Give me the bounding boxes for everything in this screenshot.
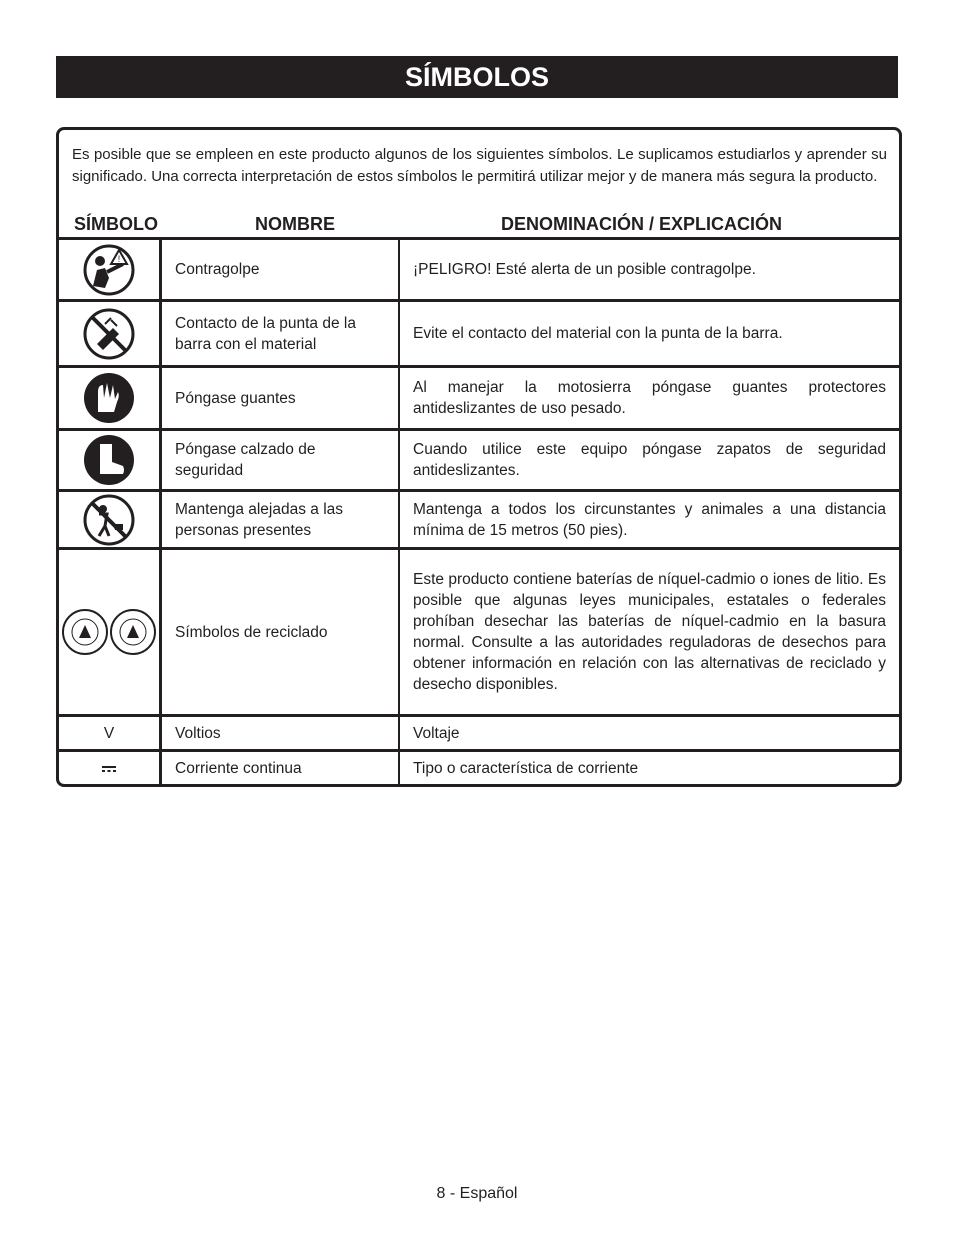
table-row [59, 751, 899, 785]
page-footer: 8 - Español [436, 1185, 518, 1202]
symbol-name: Símbolos de reciclado [161, 549, 400, 716]
symbol-cell [59, 751, 161, 785]
symbol-name: Póngase calzado de seguridad [161, 430, 400, 491]
symbol-cell: V [59, 716, 161, 751]
symbol-description: Al manejar la motosierra póngase guantes protectores antideslizantes de uso pesado. [399, 367, 899, 430]
bar-tip-contact-icon [83, 308, 135, 360]
symbol-cell [59, 549, 161, 716]
table-row [59, 491, 899, 549]
direct-current-icon [101, 765, 117, 773]
symbol-name: Corriente continua [161, 751, 400, 785]
symbol-description: Tipo o característica de corriente [399, 751, 899, 785]
table-row [59, 716, 899, 751]
page-title: SÍMBOLOS [56, 56, 898, 98]
recycle-seals-icon [61, 608, 157, 656]
table-row [59, 239, 899, 301]
symbol-cell [59, 430, 161, 491]
symbols-table [59, 237, 899, 785]
keep-bystanders-away-icon [83, 494, 135, 546]
gloves-icon [83, 372, 135, 424]
symbol-description: Mantenga a todos los circunstantes y animales a una distancia mínima de 15 metros (50 pies). [399, 491, 899, 549]
symbol-name: Póngase guantes [161, 367, 400, 430]
symbol-description: Evite el contacto del material con la punta de la barra. [399, 301, 899, 367]
symbol-description: ¡PELIGRO! Esté alerta de un posible contragolpe. [399, 239, 899, 301]
symbol-cell [59, 239, 161, 301]
safety-boots-icon [83, 434, 135, 486]
symbol-name: Voltios [161, 716, 400, 751]
table-row [59, 301, 899, 367]
table-row [59, 549, 899, 716]
svg-text:!: ! [117, 253, 121, 264]
symbol-name: Contacto de la punta de la barra con el material [161, 301, 400, 367]
table-row [59, 367, 899, 430]
symbol-description: Voltaje [399, 716, 899, 751]
header-name: NOMBRE [255, 214, 335, 234]
kickback-icon [83, 244, 135, 296]
header-description: DENOMINACIÓN / EXPLICACIÓN [501, 214, 783, 234]
symbol-cell [59, 491, 161, 549]
symbol-name: Contragolpe [161, 239, 400, 301]
symbol-name: Mantenga alejadas a las personas presentes [161, 491, 400, 549]
table-row [59, 430, 899, 491]
header-symbol: SÍMBOLO [74, 214, 158, 234]
symbol-cell [59, 301, 161, 367]
symbol-description: Este producto contiene baterías de níquel-cadmio o iones de litio. Es posible que algunas leyes municipales, estatales o federales prohíban desechar las baterías de níquel-cadmio en la basura normal. Consulte a las autoridades reguladoras de desechos para obtener información en relación con las alternativas de reciclado y desecho disponibles. [399, 549, 899, 716]
symbol-description: Cuando utilice este equipo póngase zapatos de seguridad antideslizantes. [399, 430, 899, 491]
symbols-table-box [56, 127, 902, 787]
intro-paragraph: Es posible que se empleen en este producto algunos de los siguientes símbolos. Le suplicamos estudiarlos y aprender su significado. Una correcta interpretación de estos símbolos le permitirá utilizar mejor y de manera más segura la producto. [72, 146, 887, 185]
symbol-cell [59, 367, 161, 430]
